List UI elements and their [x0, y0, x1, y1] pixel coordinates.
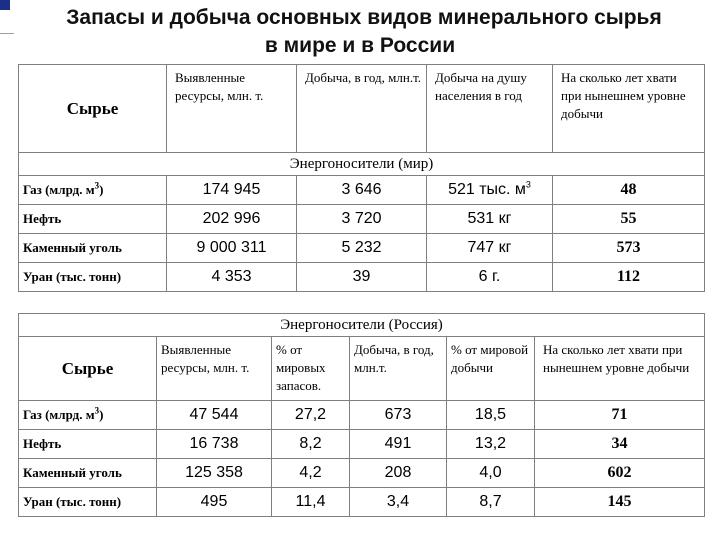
world-reserves-table [18, 64, 705, 292]
cell-years: 602 [535, 459, 705, 488]
cell-pct-reserves: 27,2 [272, 401, 350, 430]
table-row [19, 430, 705, 459]
row-label: Каменный уголь [19, 459, 157, 488]
cell-production: 3 646 [297, 176, 427, 205]
cell-resources: 47 544 [157, 401, 272, 430]
cell-resources: 495 [157, 488, 272, 517]
cell-production: 3 720 [297, 205, 427, 234]
section-title-russia: Энергоносители (Россия) [19, 314, 705, 337]
russia-section-row [19, 314, 705, 337]
world-header-row [19, 65, 705, 153]
cell-years: 71 [535, 401, 705, 430]
header-resources: Выявленные ресурсы, млн. т. [157, 337, 272, 401]
cell-per-capita: 521 тыс. $м^3$ [427, 176, 553, 205]
cell-per-capita: 531 кг [427, 205, 553, 234]
cell-resources: 202 996 [167, 205, 297, 234]
row-label: Нефть [19, 430, 157, 459]
cell-production: 208 [350, 459, 447, 488]
cell-pct-production: 13,2 [447, 430, 535, 459]
row-label: Газ (млрд. $м^3$) [19, 176, 167, 205]
header-raw: Сырье [19, 65, 167, 153]
row-label: Нефть [19, 205, 167, 234]
cell-production: 673 [350, 401, 447, 430]
cell-years: 34 [535, 430, 705, 459]
cell-years: 55 [553, 205, 705, 234]
cell-resources: 125 358 [157, 459, 272, 488]
header-resources: Выявленные ресурсы, млн. т. [167, 65, 297, 153]
cell-years: 573 [553, 234, 705, 263]
table-row [19, 488, 705, 517]
cell-resources: 16 738 [157, 430, 272, 459]
page-title [0, 4, 720, 60]
cell-resources: 9 000 311 [167, 234, 297, 263]
title-line-1: Запасы и добыча основных видов минерального сырья [66, 6, 662, 29]
header-pct-reserves: % от мировых запасов. [272, 337, 350, 401]
cell-pct-production: 4,0 [447, 459, 535, 488]
header-production: Добыча, в год, млн.т. [297, 65, 427, 153]
cell-pct-reserves: 11,4 [272, 488, 350, 517]
russia-header-row [19, 337, 705, 401]
cell-per-capita: 6 г. [427, 263, 553, 292]
table-row [19, 263, 705, 292]
title-line-2: в мире и в России [264, 34, 456, 57]
row-label: Газ (млрд. $м^3$) [19, 401, 157, 430]
cell-pct-reserves: 8,2 [272, 430, 350, 459]
cell-resources: 174 945 [167, 176, 297, 205]
header-production: Добыча, в год, млн.т. [350, 337, 447, 401]
cell-pct-production: 18,5 [447, 401, 535, 430]
header-raw: Сырье [19, 337, 157, 401]
cell-production: 39 [297, 263, 427, 292]
header-per-capita: Добыча на душу населения в год [427, 65, 553, 153]
table-row [19, 205, 705, 234]
cell-resources: 4 353 [167, 263, 297, 292]
header-pct-production: % от мировой добычи [447, 337, 535, 401]
table-row [19, 459, 705, 488]
section-title-world: Энергоносители (мир) [19, 153, 705, 176]
cell-production: 5 232 [297, 234, 427, 263]
table-row [19, 234, 705, 263]
table-row [19, 176, 705, 205]
cell-years: 145 [535, 488, 705, 517]
row-label: Каменный уголь [19, 234, 167, 263]
cell-production: 491 [350, 430, 447, 459]
header-years: На сколько лет хвати при нынешнем уровне добычи [553, 65, 705, 153]
cell-years: 48 [553, 176, 705, 205]
cell-pct-production: 8,7 [447, 488, 535, 517]
row-label: Уран (тыс. тонн) [19, 263, 167, 292]
row-label: Уран (тыс. тонн) [19, 488, 157, 517]
russia-reserves-table [18, 313, 705, 517]
table-row [19, 401, 705, 430]
cell-per-capita: 747 кг [427, 234, 553, 263]
cell-pct-reserves: 4,2 [272, 459, 350, 488]
cell-years: 112 [553, 263, 705, 292]
world-section-row [19, 153, 705, 176]
cell-production: 3,4 [350, 488, 447, 517]
header-years: На сколько лет хвати при нынешнем уровне добычи [535, 337, 705, 401]
